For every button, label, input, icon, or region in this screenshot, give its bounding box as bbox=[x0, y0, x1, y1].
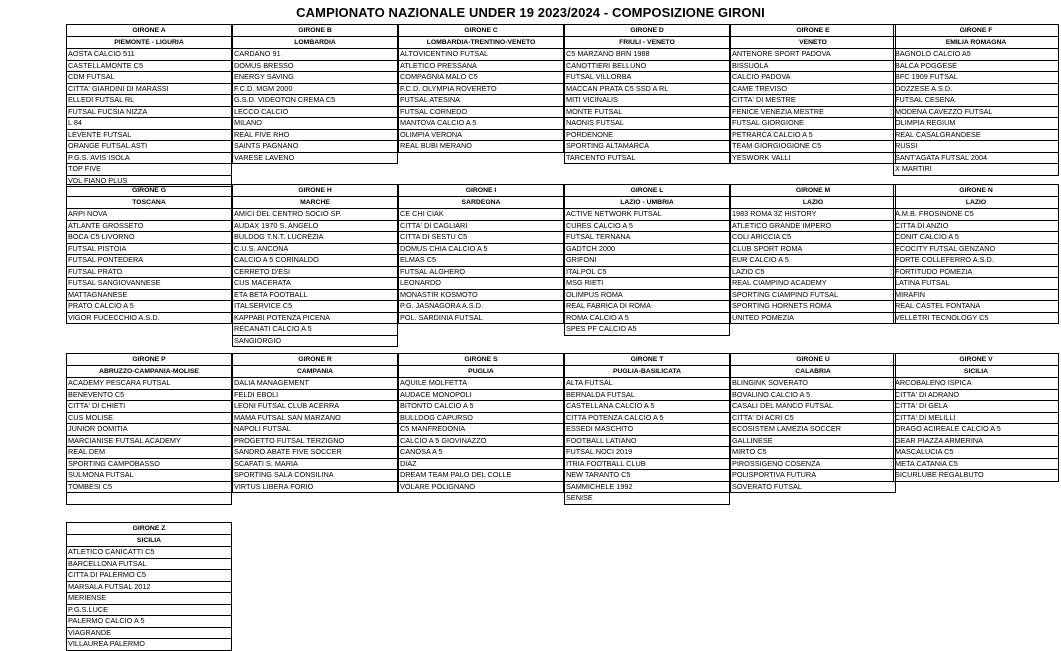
team-row bbox=[67, 493, 231, 505]
group-box bbox=[66, 353, 232, 505]
team-row: BFC 1909 FUTSAL bbox=[894, 72, 1058, 84]
team-row: GADTCH 2000 bbox=[565, 244, 729, 256]
group-name: GIRONE Z bbox=[67, 523, 231, 535]
team-row: OLIMPUS ROMA bbox=[565, 290, 729, 302]
team-row: REAL CASALGRANDESE bbox=[894, 130, 1058, 142]
group-name: GIRONE C bbox=[399, 25, 563, 37]
team-row: VIGOR FUCECCHIO A.S.D. bbox=[67, 313, 231, 325]
team-row: PORDENONE bbox=[565, 130, 729, 142]
team-row: CITTA' DI GELA bbox=[894, 401, 1058, 413]
group-box bbox=[564, 24, 730, 164]
group-box bbox=[232, 24, 398, 164]
team-row: OLIMPIA REGIUM bbox=[894, 118, 1058, 130]
team-row: ESSEDI MASCHITO bbox=[565, 424, 729, 436]
team-row: VARESE LAVENO bbox=[233, 153, 397, 165]
team-row: CITTA' DI MESTRE bbox=[731, 95, 895, 107]
team-row: FELDI EBOLI bbox=[233, 390, 397, 402]
team-row: ANTENORE SPORT PADOVA bbox=[731, 49, 895, 61]
team-row: RUSSI bbox=[894, 141, 1058, 153]
team-row: BARCELLONA FUTSAL bbox=[67, 559, 231, 571]
team-row: AUDAX 1970 S. ANGELO bbox=[233, 221, 397, 233]
group-name: GIRONE I bbox=[399, 185, 563, 197]
team-row: DOMUS CHIA CALCIO A 5 bbox=[399, 244, 563, 256]
team-row: CLUB SPORT ROMA bbox=[731, 244, 895, 256]
team-row: DRAGO ACIREALE CALCIO A 5 bbox=[894, 424, 1058, 436]
group-name: GIRONE G bbox=[67, 185, 231, 197]
group-box bbox=[398, 184, 564, 324]
team-row: ELMAS C5 bbox=[399, 255, 563, 267]
team-row: TOMBESI C5 bbox=[67, 482, 231, 494]
team-row: 1983 ROMA 3Z HISTORY bbox=[731, 209, 895, 221]
group-region: PUGLIA bbox=[399, 366, 563, 378]
team-row: FUTSAL PISTOIA bbox=[67, 244, 231, 256]
team-row: KAPPABI POTENZA PICENA bbox=[233, 313, 397, 325]
team-row: TOP FIVE bbox=[67, 164, 231, 176]
group-box bbox=[730, 184, 896, 324]
team-row: TARCENTO FUTSAL bbox=[565, 153, 729, 165]
team-row: FUTSAL ATESINA bbox=[399, 95, 563, 107]
group-name: GIRONE M bbox=[731, 185, 895, 197]
team-row: BULDOG T.N.T. LUCREZIA bbox=[233, 232, 397, 244]
team-row: CITTA DI SESTU C5 bbox=[399, 232, 563, 244]
team-row: VELLETRI TECNOLOGY C5 bbox=[894, 313, 1058, 325]
team-row: REAL BUBI MERANO bbox=[399, 141, 563, 153]
team-row: SPORTING CIAMPINO FUTSAL bbox=[731, 290, 895, 302]
team-row: ATLETICO PRESSANA bbox=[399, 61, 563, 73]
group-name: GIRONE E bbox=[731, 25, 895, 37]
team-row: C.U.S. ANCONA bbox=[233, 244, 397, 256]
team-row: VOLARE POLIGNANO bbox=[399, 482, 563, 494]
team-row: CITTA' DI ACRI C5 bbox=[731, 413, 895, 425]
team-row: LEVENTE FUTSAL bbox=[67, 130, 231, 142]
team-row: CONIT CALCIO A 5 bbox=[894, 232, 1058, 244]
team-row: MAMA FUTSAL SAN MARZANO bbox=[233, 413, 397, 425]
team-row: MITI VICINALIS bbox=[565, 95, 729, 107]
group-region: FRIULI - VENETO bbox=[565, 37, 729, 49]
group-region: SARDEGNA bbox=[399, 197, 563, 209]
team-row: CITTA POTENZA CALCIO A 5 bbox=[565, 413, 729, 425]
team-row: SCAFATI S. MARIA bbox=[233, 459, 397, 471]
team-row: FUTSAL ALGHERO bbox=[399, 267, 563, 279]
team-row: FUTSAL PONTEDERA bbox=[67, 255, 231, 267]
team-row: SENISE bbox=[565, 493, 729, 505]
group-box bbox=[232, 353, 398, 493]
team-row: BULLDOG CAPURSO bbox=[399, 413, 563, 425]
team-row: SANDRO ABATE FIVE SOCCER bbox=[233, 447, 397, 459]
team-row: MARSALA FUTSAL 2012 bbox=[67, 582, 231, 594]
team-row: FENICE VENEZIA MESTRE bbox=[731, 107, 895, 119]
team-row: MODENA CAVEZZO FUTSAL bbox=[894, 107, 1058, 119]
team-row: DOZZESE A.S.D. bbox=[894, 84, 1058, 96]
team-row: AQUILE MOLFETTA bbox=[399, 378, 563, 390]
team-row: YESWORK VALLI bbox=[731, 153, 895, 165]
team-row: ITALSERVICE C5 bbox=[233, 301, 397, 313]
team-row: REAL FABRICA DI ROMA bbox=[565, 301, 729, 313]
group-region: LAZIO bbox=[731, 197, 895, 209]
team-row: MONASTIR KOSMOTO bbox=[399, 290, 563, 302]
team-row: LATINA FUTSAL bbox=[894, 278, 1058, 290]
team-row: FUTSAL NOCI 2019 bbox=[565, 447, 729, 459]
team-row: TEAM GIORGIOGIONE C5 bbox=[731, 141, 895, 153]
group-box bbox=[893, 24, 1059, 176]
team-row: CITTA' GIARDINI DI MARASSI bbox=[67, 84, 231, 96]
group-box bbox=[398, 353, 564, 493]
group-region: CALABRIA bbox=[731, 366, 895, 378]
group-region: VENETO bbox=[731, 37, 895, 49]
group-name: GIRONE A bbox=[67, 25, 231, 37]
team-row: BITONTO CALCIO A 5 bbox=[399, 401, 563, 413]
team-row: F.C.D. MGM 2000 bbox=[233, 84, 397, 96]
team-row: LEONARDO bbox=[399, 278, 563, 290]
team-row: BALCA POGGESE bbox=[894, 61, 1058, 73]
team-row: CARDANO 91 bbox=[233, 49, 397, 61]
team-row: REAL FIVE RHO bbox=[233, 130, 397, 142]
team-row: ATLANTE GROSSETO bbox=[67, 221, 231, 233]
team-row: ATLETICO CANICATTI C5 bbox=[67, 547, 231, 559]
team-row: ECOCITY FUTSAL GENZANO bbox=[894, 244, 1058, 256]
group-name: GIRONE T bbox=[565, 354, 729, 366]
team-row: CANOTTIERI BELLUNO bbox=[565, 61, 729, 73]
group-region: SICILIA bbox=[894, 366, 1058, 378]
team-row: ARCOBALENO ISPICA bbox=[894, 378, 1058, 390]
team-row: DALIA MANAGEMENT bbox=[233, 378, 397, 390]
team-row: DREAM TEAM PALO DEL COLLE bbox=[399, 470, 563, 482]
group-name: GIRONE S bbox=[399, 354, 563, 366]
team-row: FUTSAL CORNEDO bbox=[399, 107, 563, 119]
group-region: PIEMONTE - LIGURIA bbox=[67, 37, 231, 49]
team-row: REAL DEM bbox=[67, 447, 231, 459]
team-row: CALCIO PADOVA bbox=[731, 72, 895, 84]
team-row: FOOTBALL LATIANO bbox=[565, 436, 729, 448]
group-box bbox=[893, 353, 1059, 482]
team-row: X MARTIRI bbox=[894, 164, 1058, 176]
group-box bbox=[66, 522, 232, 651]
group-name: GIRONE U bbox=[731, 354, 895, 366]
team-row: VDL FIANO PLUS bbox=[67, 176, 231, 188]
group-box bbox=[66, 24, 232, 187]
group-region: CAMPANIA bbox=[233, 366, 397, 378]
group-box bbox=[730, 24, 896, 164]
team-row: P.G.S. AVIS ISOLA bbox=[67, 153, 231, 165]
team-row: FUTSAL PRATO bbox=[67, 267, 231, 279]
team-row: FUTSAL FUCSIA NIZZA bbox=[67, 107, 231, 119]
group-box bbox=[232, 184, 398, 347]
team-row: NEW TARANTO C5 bbox=[565, 470, 729, 482]
group-box bbox=[730, 353, 896, 493]
team-row: AUDACE MONOPOLI bbox=[399, 390, 563, 402]
team-row: BAGNOLO CALCIO A5 bbox=[894, 49, 1058, 61]
team-row: FORTITUDO POMEZIA bbox=[894, 267, 1058, 279]
team-row: CDM FUTSAL bbox=[67, 72, 231, 84]
team-row: PROGETTO FUTSAL TERZIGNO bbox=[233, 436, 397, 448]
team-row: UNITED POMEZIA bbox=[731, 313, 895, 325]
team-row: SPORTING ALTAMARCA bbox=[565, 141, 729, 153]
team-row: L 84 bbox=[67, 118, 231, 130]
team-row: CITTA' DI ADRANO bbox=[894, 390, 1058, 402]
team-row: CITTA DI ANZIO bbox=[894, 221, 1058, 233]
team-row: MARCIANISE FUTSAL ACADEMY bbox=[67, 436, 231, 448]
team-row: LECCO CALCIO bbox=[233, 107, 397, 119]
team-row: ITALPOL C5 bbox=[565, 267, 729, 279]
team-row: ACADEMY PESCARA FUTSAL bbox=[67, 378, 231, 390]
group-name: GIRONE N bbox=[894, 185, 1058, 197]
team-row: ALTA FUTSAL bbox=[565, 378, 729, 390]
team-row: CUS MACERATA bbox=[233, 278, 397, 290]
team-row: MIRAFIN bbox=[894, 290, 1058, 302]
team-row: VIRTUS LIBERA FORIO bbox=[233, 482, 397, 494]
team-row: SPES PF CALCIO A5 bbox=[565, 324, 729, 336]
team-row: AOSTA CALCIO 511 bbox=[67, 49, 231, 61]
team-row: MERIENSE bbox=[67, 593, 231, 605]
team-row: MSG RIETI bbox=[565, 278, 729, 290]
team-row: ACTIVE NETWORK FUTSAL bbox=[565, 209, 729, 221]
team-row: POL. SARDINIA FUTSAL bbox=[399, 313, 563, 325]
team-row: CASTELLANA CALCIO A 5 bbox=[565, 401, 729, 413]
team-row: ARPI NOVA bbox=[67, 209, 231, 221]
team-row: PRATO CALCIO A 5 bbox=[67, 301, 231, 313]
team-row: GEAR PIAZZA ARMERINA bbox=[894, 436, 1058, 448]
page-title: CAMPIONATO NAZIONALE UNDER 19 2023/2024 - COMPOSIZIONE GIRONI bbox=[296, 5, 765, 20]
group-region: LAZIO - UMBRIA bbox=[565, 197, 729, 209]
team-row: JUNIOR DOMITIA bbox=[67, 424, 231, 436]
team-row: PIROSSIGENO COSENZA bbox=[731, 459, 895, 471]
team-row: REAL CASTEL FONTANA bbox=[894, 301, 1058, 313]
team-row: ROMA CALCIO A 5 bbox=[565, 313, 729, 325]
team-row: SICURLUBE REGALBUTO bbox=[894, 470, 1058, 482]
team-row: BERNALDA FUTSAL bbox=[565, 390, 729, 402]
team-row: C5 MANFREDONIA bbox=[399, 424, 563, 436]
group-region: EMILIA ROMAGNA bbox=[894, 37, 1058, 49]
team-row: META CATANIA C5 bbox=[894, 459, 1058, 471]
group-name: GIRONE F bbox=[894, 25, 1058, 37]
group-box bbox=[66, 184, 232, 324]
team-row: CE CHI CIAK bbox=[399, 209, 563, 221]
team-row: REAL CIAMPINO ACADEMY bbox=[731, 278, 895, 290]
team-row: CURES CALCIO A 5 bbox=[565, 221, 729, 233]
team-row: CERRETO D'ESI bbox=[233, 267, 397, 279]
group-name: GIRONE B bbox=[233, 25, 397, 37]
team-row: P.G.S.LUCE bbox=[67, 605, 231, 617]
team-row: VILLAUREA PALERMO bbox=[67, 639, 231, 651]
team-row: ETA BETA FOOTBALL bbox=[233, 290, 397, 302]
team-row: DIAZ bbox=[399, 459, 563, 471]
team-row: MASCALUCIA C5 bbox=[894, 447, 1058, 459]
team-row: SAINTS PAGNANO bbox=[233, 141, 397, 153]
group-region: PUGLIA-BASILICATA bbox=[565, 366, 729, 378]
team-row: ALTOVICENTINO FUTSAL bbox=[399, 49, 563, 61]
team-row: C5 MARZANO BRN 1988 bbox=[565, 49, 729, 61]
team-row: MIRTO C5 bbox=[731, 447, 895, 459]
group-name: GIRONE L bbox=[565, 185, 729, 197]
team-row: CANOSA A 5 bbox=[399, 447, 563, 459]
team-row: GRIFONI bbox=[565, 255, 729, 267]
team-row: OLIMPIA VERONA bbox=[399, 130, 563, 142]
team-row: ELLEDI FUTSAL RL bbox=[67, 95, 231, 107]
team-row: CUS MOLISE bbox=[67, 413, 231, 425]
team-row: BOVALINO CALCIO A 5 bbox=[731, 390, 895, 402]
group-name: GIRONE P bbox=[67, 354, 231, 366]
group-box bbox=[564, 184, 730, 336]
group-region: ABRUZZO-CAMPANIA-MOLISE bbox=[67, 366, 231, 378]
team-row: POLISPORTIVA FUTURA bbox=[731, 470, 895, 482]
team-row: A.M.B. FROSINONE C5 bbox=[894, 209, 1058, 221]
team-row: CAME TREVISO bbox=[731, 84, 895, 96]
team-row: AMICI DEL CENTRO SOCIO SP. bbox=[233, 209, 397, 221]
group-region: LAZIO bbox=[894, 197, 1058, 209]
team-row: BLINGINK SOVERATO bbox=[731, 378, 895, 390]
team-row: P.G. JASNAGORA A.S.D. bbox=[399, 301, 563, 313]
team-row: VIAGRANDE bbox=[67, 628, 231, 640]
team-row: FORTE COLLEFERRO A.S.D. bbox=[894, 255, 1058, 267]
team-row: PETRARCA CALCIO A 5 bbox=[731, 130, 895, 142]
group-name: GIRONE V bbox=[894, 354, 1058, 366]
team-row: ATLETICO GRANDE IMPERO bbox=[731, 221, 895, 233]
team-row: CASTELLAMONTE C5 bbox=[67, 61, 231, 73]
group-name: GIRONE H bbox=[233, 185, 397, 197]
team-row: FUTSAL TERNANA bbox=[565, 232, 729, 244]
team-row: FUTSAL VILLORBA bbox=[565, 72, 729, 84]
group-region: LOMBARDIA-TRENTINO-VENETO bbox=[399, 37, 563, 49]
team-row: NAONIS FUTSAL bbox=[565, 118, 729, 130]
team-row: CALCIO A 5 CORINALDO bbox=[233, 255, 397, 267]
team-row: SANT'AGATA FUTSAL 2004 bbox=[894, 153, 1058, 165]
team-row: G.S.D. VIDEOTON CREMA C5 bbox=[233, 95, 397, 107]
group-box bbox=[893, 184, 1059, 324]
team-row: ECOSISTEM LAMEZIA SOCCER bbox=[731, 424, 895, 436]
team-row: MATTAGNANESE bbox=[67, 290, 231, 302]
team-row: SPORTING SALA CONSILINA bbox=[233, 470, 397, 482]
group-name: GIRONE D bbox=[565, 25, 729, 37]
team-row: BISSUOLA bbox=[731, 61, 895, 73]
team-row: NAPOLI FUTSAL bbox=[233, 424, 397, 436]
team-row: F.C.D. OLYMPIA ROVERETO bbox=[399, 84, 563, 96]
group-box bbox=[398, 24, 564, 153]
team-row: BOCA C5 LIVORNO bbox=[67, 232, 231, 244]
team-row: FUTSAL CESENA bbox=[894, 95, 1058, 107]
team-row: FUTSAL GIORGIONE bbox=[731, 118, 895, 130]
team-row: SAMMICHELE 1992 bbox=[565, 482, 729, 494]
group-name: GIRONE R bbox=[233, 354, 397, 366]
team-row: MONTE FUTSAL bbox=[565, 107, 729, 119]
team-row: PALERMO CALCIO A 5 bbox=[67, 616, 231, 628]
team-row: EUR CALCIO A 5 bbox=[731, 255, 895, 267]
team-row: ITRIA FOOTBALL CLUB bbox=[565, 459, 729, 471]
team-row: CITTA' DI MELILLI bbox=[894, 413, 1058, 425]
team-row: MANTOVA CALCIO A 5 bbox=[399, 118, 563, 130]
team-row: SOVERATO FUTSAL bbox=[731, 482, 895, 494]
team-row: ORANGE FUTSAL ASTI bbox=[67, 141, 231, 153]
team-row: LEONI FUTSAL CLUB ACERRA bbox=[233, 401, 397, 413]
team-row: SPORTING CAMPOBASSO bbox=[67, 459, 231, 471]
team-row: COLI ARICCIA C5 bbox=[731, 232, 895, 244]
team-row: SANGIORGIO bbox=[233, 336, 397, 348]
group-region: SICILIA bbox=[67, 535, 231, 547]
team-row: LAZIO C5 bbox=[731, 267, 895, 279]
team-row: MILANO bbox=[233, 118, 397, 130]
group-region: MARCHE bbox=[233, 197, 397, 209]
group-region: TOSCANA bbox=[67, 197, 231, 209]
team-row: COMPAGNIA MALO C5 bbox=[399, 72, 563, 84]
team-row: SULMONA FUTSAL bbox=[67, 470, 231, 482]
group-region: LOMBARDIA bbox=[233, 37, 397, 49]
team-row: CITTA' DI CAGLIARI bbox=[399, 221, 563, 233]
team-row: CITTA DI PALERMO C5 bbox=[67, 570, 231, 582]
team-row: CALCIO A 5 GIOVINAZZO bbox=[399, 436, 563, 448]
team-row: FUTSAL SANGIOVANNESE bbox=[67, 278, 231, 290]
team-row: SPORTING HORNETS ROMA bbox=[731, 301, 895, 313]
team-row: ENERGY SAVING bbox=[233, 72, 397, 84]
team-row: DOMUS BRESSO bbox=[233, 61, 397, 73]
team-row: BENEVENTO C5 bbox=[67, 390, 231, 402]
team-row: RECANATI CALCIO A 5 bbox=[233, 324, 397, 336]
team-row: MACCAN PRATA C5 SSD A RL bbox=[565, 84, 729, 96]
team-row: CITTA' DI CHIETI bbox=[67, 401, 231, 413]
group-box bbox=[564, 353, 730, 505]
team-row: GALLINESE bbox=[731, 436, 895, 448]
team-row: CASALI DEL MANCO FUTSAL bbox=[731, 401, 895, 413]
